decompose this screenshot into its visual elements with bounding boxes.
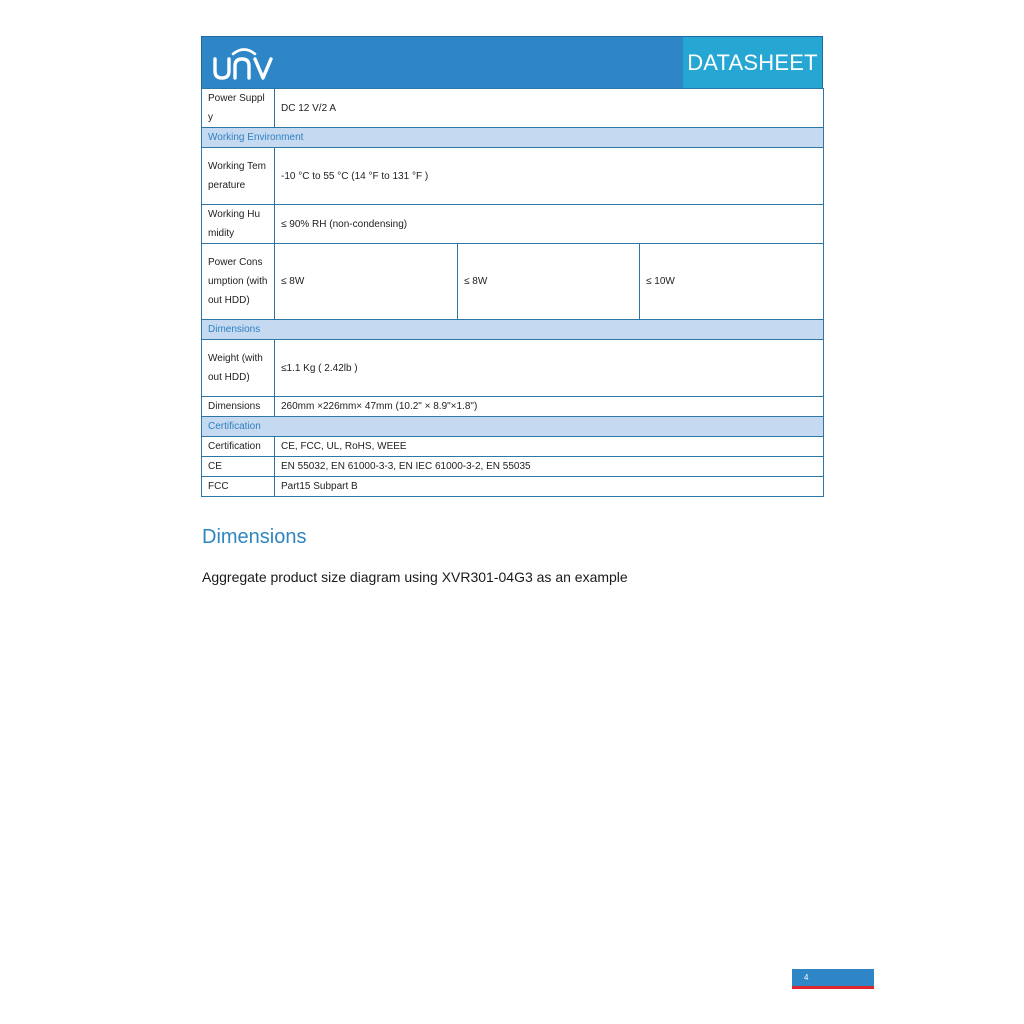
table-row: [202, 457, 824, 477]
table-row: [202, 477, 824, 497]
header-banner: [201, 36, 823, 89]
table-row: [202, 244, 824, 320]
table-row: [202, 148, 824, 205]
page-number: 4: [804, 973, 809, 982]
ce-value: EN 55032, EN 61000-3-3, EN IEC 61000-3-2, EN 55035: [275, 457, 824, 477]
fcc-value: Part15 Subpart B: [275, 477, 824, 497]
dimensions-section-heading: Dimensions: [202, 320, 824, 340]
section-row-working-environment: [202, 128, 824, 148]
dimensions-label: Dimensions: [202, 397, 275, 417]
ce-label: CE: [202, 457, 275, 477]
weight-label: Weight (without HDD): [202, 340, 275, 397]
certification-section-heading: Certification: [202, 417, 824, 437]
table-row: [202, 205, 824, 244]
dimensions-value: 260mm ×226mm× 47mm (10.2" × 8.9"×1.8"): [275, 397, 824, 417]
spec-table: [201, 88, 824, 497]
table-row: [202, 397, 824, 417]
table-row: [202, 340, 824, 397]
table-row: [202, 437, 824, 457]
datasheet-tag: DATASHEET: [683, 37, 822, 88]
section-row-certification: [202, 417, 824, 437]
page-number-badge: [792, 969, 874, 989]
power-consumption-value-1: ≤ 8W: [275, 244, 458, 320]
fcc-label: FCC: [202, 477, 275, 497]
certification-value: CE, FCC, UL, RoHS, WEEE: [275, 437, 824, 457]
section-row-dimensions: [202, 320, 824, 340]
power-supply-label: Power Supply: [202, 89, 275, 128]
table-row: [202, 89, 824, 128]
working-temperature-value: -10 °C to 55 °C (14 °F to 131 °F ): [275, 148, 824, 205]
power-supply-value: DC 12 V/2 A: [275, 89, 824, 128]
working-humidity-label: Working Humidity: [202, 205, 275, 244]
working-temperature-label: Working Temperature: [202, 148, 275, 205]
working-humidity-value: ≤ 90% RH (non-condensing): [275, 205, 824, 244]
weight-value: ≤1.1 Kg ( 2.42lb ): [275, 340, 824, 397]
power-consumption-label: Power Consumption (without HDD): [202, 244, 275, 320]
unv-logo: [212, 43, 276, 83]
dimensions-heading: Dimensions: [202, 526, 307, 548]
power-consumption-value-2: ≤ 8W: [458, 244, 640, 320]
power-consumption-value-3: ≤ 10W: [640, 244, 824, 320]
dimensions-description: Aggregate product size diagram using XVR301-04G3 as an example: [202, 569, 628, 585]
working-environment-heading: Working Environment: [202, 128, 824, 148]
certification-label: Certification: [202, 437, 275, 457]
